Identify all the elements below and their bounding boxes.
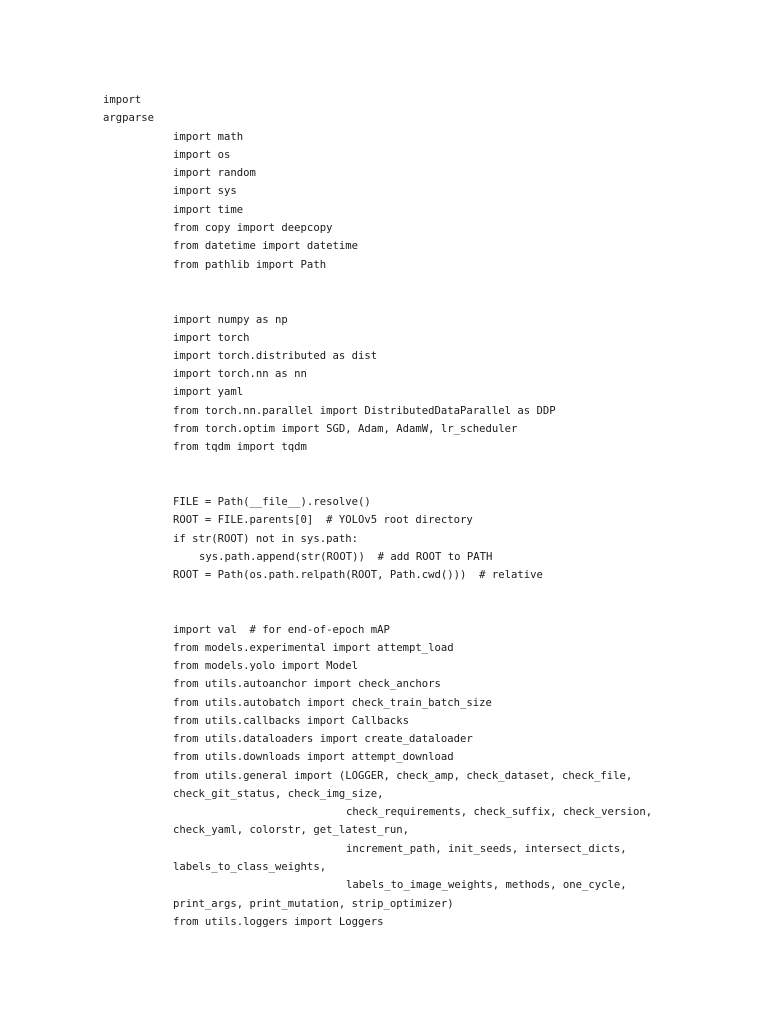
code-line: ROOT = Path(os.path.relpath(ROOT, Path.cwd())) # relative [173, 569, 543, 581]
code-line: import yaml [173, 386, 244, 398]
code-line: ROOT = FILE.parents[0] # YOLOv5 root directory [173, 514, 473, 526]
code-line: import sys [173, 185, 237, 197]
code-line: import os [173, 149, 231, 161]
code-line: import torch.nn as nn [173, 368, 307, 380]
code-line: FILE = Path(__file__).resolve() [173, 496, 371, 508]
code-line: from torch.nn.parallel import DistributedDataParallel as DDP [173, 405, 556, 417]
code-line: from models.experimental import attempt_load [173, 642, 454, 654]
code-line: import math [173, 131, 244, 143]
code-line: import val # for end-of-epoch mAP [173, 624, 390, 636]
code-line: check_requirements, check_suffix, check_version, [346, 806, 653, 818]
code-line: import random [173, 167, 256, 179]
code-line: if str(ROOT) not in sys.path: [173, 533, 358, 545]
code-line: from datetime import datetime [173, 240, 358, 252]
code-line: from utils.dataloaders import create_dataloader [173, 733, 473, 745]
code-line: from utils.autobatch import check_train_batch_size [173, 697, 492, 709]
code-line: from copy import deepcopy [173, 222, 333, 234]
code-line: import torch.distributed as dist [173, 350, 378, 362]
code-line: import [103, 94, 142, 106]
code-line: from utils.general import (LOGGER, check_amp, check_dataset, check_file, [173, 770, 633, 782]
code-line: from utils.loggers import Loggers [173, 916, 384, 928]
code-line: labels_to_class_weights, [173, 861, 327, 873]
code-line: labels_to_image_weights, methods, one_cycle, [346, 879, 627, 891]
code-line: from tqdm import tqdm [173, 441, 307, 453]
code-line: check_yaml, colorstr, get_latest_run, [173, 824, 409, 836]
code-line: from pathlib import Path [173, 259, 327, 271]
code-line: import time [173, 204, 244, 216]
code-line: argparse [103, 112, 155, 124]
code-line: from utils.autoanchor import check_anchors [173, 678, 441, 690]
code-line: import numpy as np [173, 314, 288, 326]
code-line: import torch [173, 332, 250, 344]
code-line: from models.yolo import Model [173, 660, 358, 672]
code-line: print_args, print_mutation, strip_optimizer) [173, 898, 454, 910]
code-line: increment_path, init_seeds, intersect_dicts, [346, 843, 627, 855]
code-line: from utils.downloads import attempt_download [173, 751, 454, 763]
code-line: from utils.callbacks import Callbacks [173, 715, 409, 727]
code-line: sys.path.append(str(ROOT)) # add ROOT to PATH [199, 551, 493, 563]
code-line: check_git_status, check_img_size, [173, 788, 384, 800]
code-line: from torch.optim import SGD, Adam, AdamW, lr_scheduler [173, 423, 518, 435]
